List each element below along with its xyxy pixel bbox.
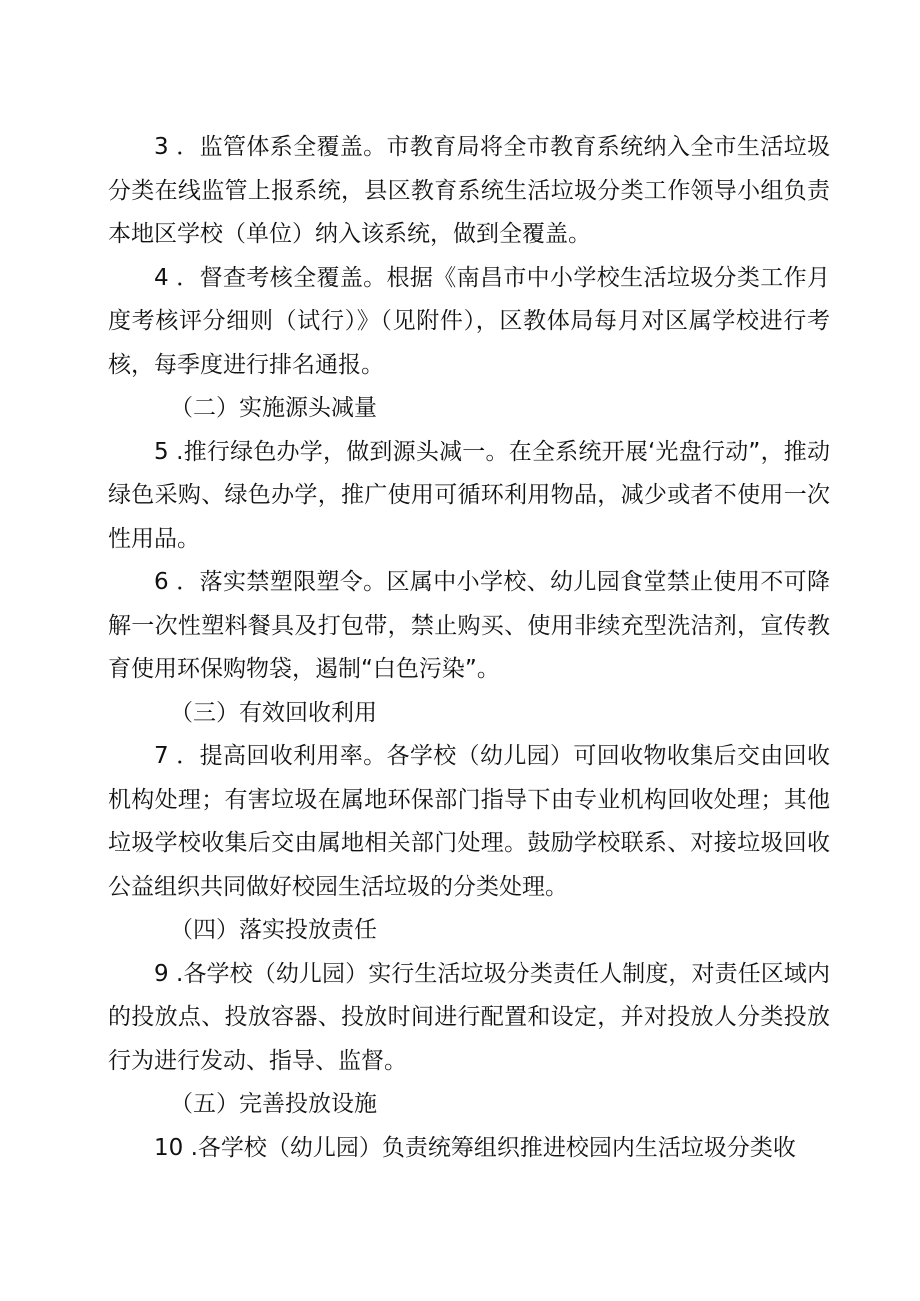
- paragraph-10-facilities: 10 .各学校（幼儿园）负责统筹组织推进校园内生活垃圾分类收: [154, 1134, 796, 1161]
- section-heading-disposal-responsibility: （四）落实投放责任: [170, 917, 377, 943]
- section-heading-source-reduction: （二）实施源头减量: [170, 395, 377, 421]
- section-heading-recycling: （三）有效回收利用: [170, 699, 377, 726]
- paragraph-9-responsibility-system: 9 .各学校（幼儿园）实行生活垃圾分类责任人制度，对责任区域内的投放点、投放容器、投放时间进行配置和设定，并对投放人分类投放行为进行发动、指导、监督。: [108, 960, 830, 1074]
- paragraph-7-recycling-rate: 7 ．提高回收利用率。各学校（幼儿园）可回收物收集后交由回收机构处理；有害垃圾在属地环保部门指导下由专业机构回收处理；其他垃圾学校收集后交由属地相关部门处理。鼓励学校联系、对接垃圾回收公益组织共同做好校园生活垃圾的分类处理。: [108, 743, 830, 900]
- paragraph-3-supervision: 3 ．监管体系全覆盖。市教育局将全市教育系统纳入全市生活垃圾分类在线监管上报系统，县区教育系统生活垃圾分类工作领导小组负责本地区学校（单位）纳入该系统，做到全覆盖。: [108, 134, 830, 247]
- document-body: [108, 126, 830, 1170]
- paragraph-6-plastic-ban: 6 ．落实禁塑限塑令。区属中小学校、幼儿园食堂禁止使用不可降解一次性塑料餐具及打包带，禁止购买、使用非续充型洗洁剂，宣传教育使用环保购物袋，遏制“白色污染”。: [108, 569, 830, 682]
- paragraph-5-green-schooling: 5 .推行绿色办学，做到源头减一。在全系统开展‘光盘行动”，推动绿色采购、绿色办学，推广使用可循环利用物品，减少或者不使用一次性用品。: [108, 438, 830, 552]
- section-heading-disposal-facilities: （五）完善投放设施: [170, 1091, 377, 1117]
- paragraph-4-inspection: 4 ．督查考核全覆盖。根据《南昌市中小学校生活垃圾分类工作月度考核评分细则（试行）》（见附件），区教体局每月对区属学校进行考核，每季度进行排名通报。: [108, 264, 830, 378]
